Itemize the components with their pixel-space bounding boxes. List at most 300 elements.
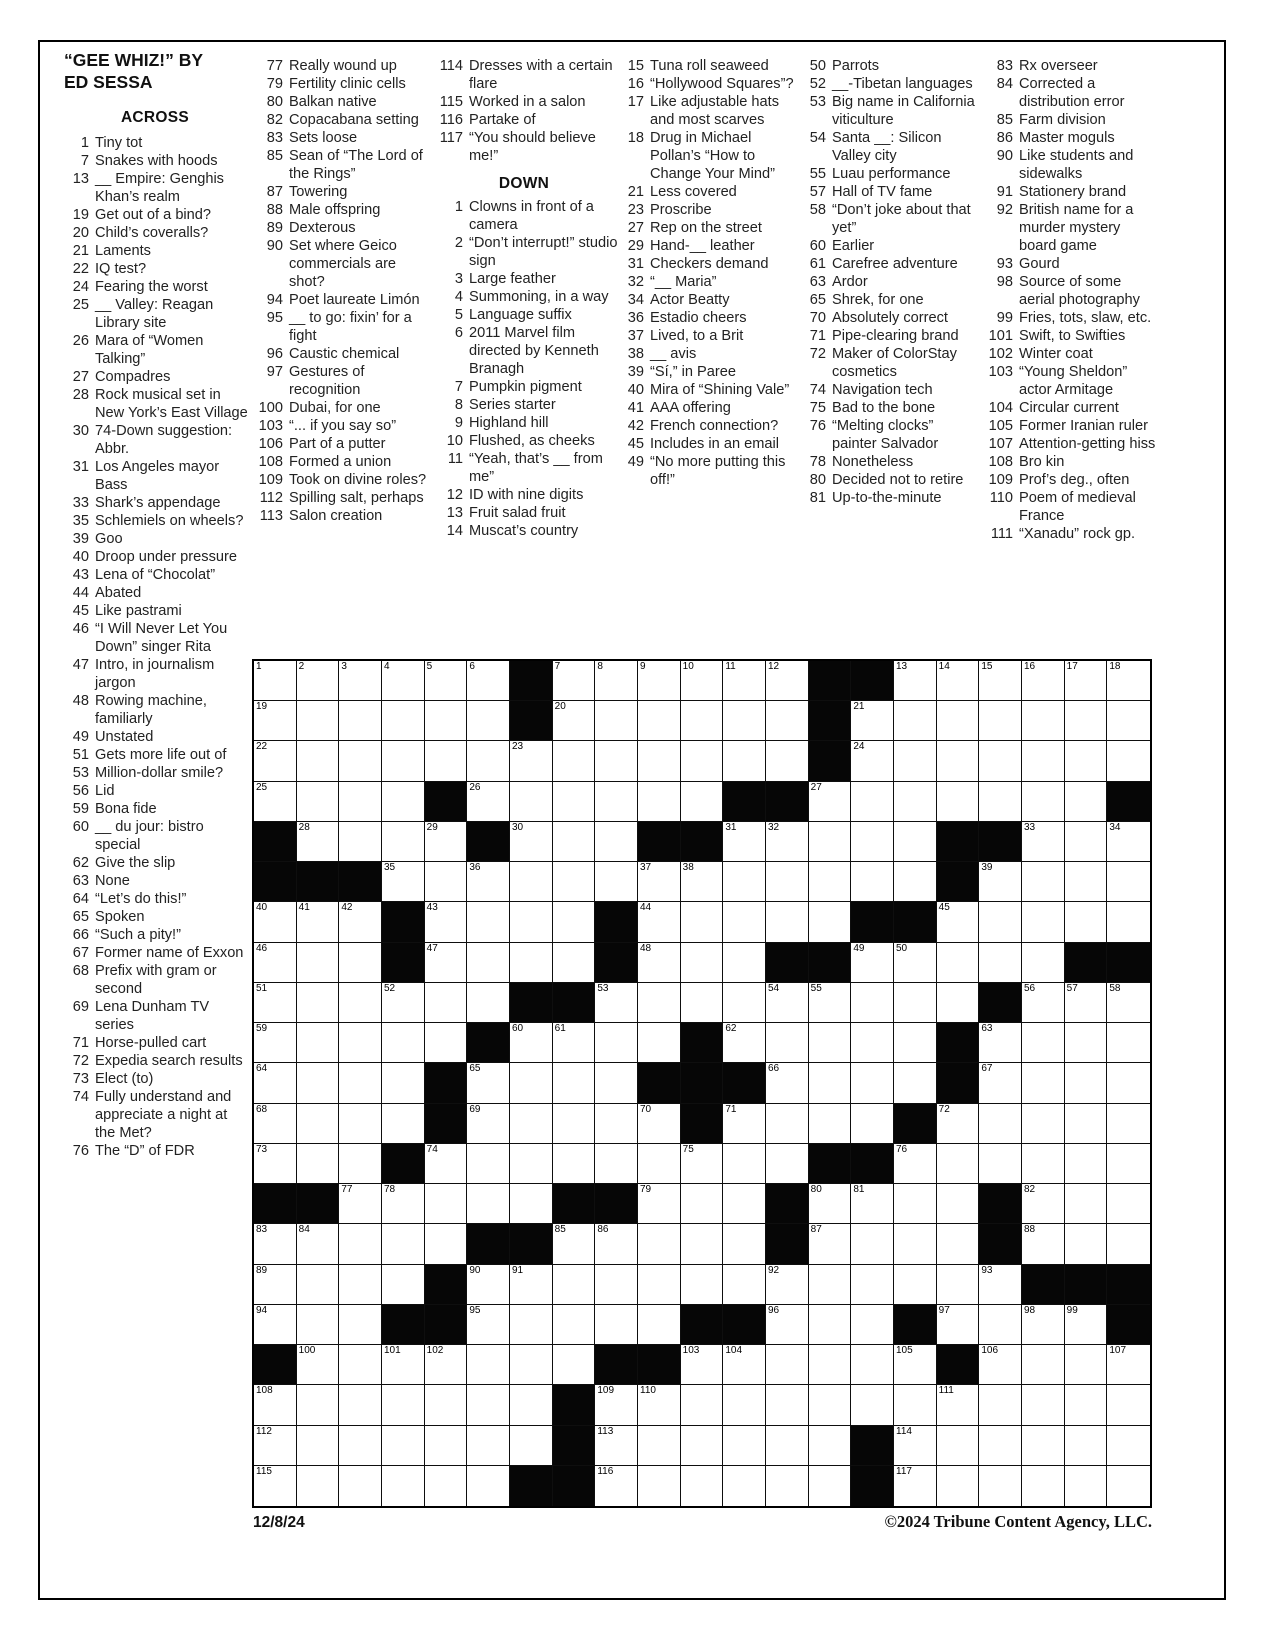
grid-cell[interactable] — [297, 1224, 340, 1264]
grid-cell[interactable] — [382, 1224, 425, 1264]
grid-cell[interactable] — [681, 701, 724, 741]
grid-cell[interactable] — [425, 1426, 468, 1466]
grid-cell[interactable] — [1107, 1426, 1150, 1466]
grid-cell[interactable] — [254, 1023, 297, 1063]
grid-cell[interactable] — [851, 1345, 894, 1385]
grid-cell[interactable] — [723, 862, 766, 902]
grid-cell[interactable] — [638, 1265, 681, 1305]
grid-cell[interactable] — [766, 1265, 809, 1305]
grid-cell[interactable] — [638, 1466, 681, 1506]
grid-cell[interactable] — [254, 1063, 297, 1103]
grid-cell[interactable] — [510, 1385, 553, 1425]
grid-cell[interactable] — [937, 782, 980, 822]
grid-cell[interactable] — [723, 1265, 766, 1305]
grid-cell[interactable] — [979, 1063, 1022, 1103]
grid-cell[interactable] — [1065, 1184, 1108, 1224]
grid-cell[interactable] — [339, 1305, 382, 1345]
grid-cell[interactable] — [1107, 1345, 1150, 1385]
grid-cell[interactable] — [1107, 822, 1150, 862]
grid-cell[interactable] — [595, 862, 638, 902]
grid-cell[interactable] — [851, 822, 894, 862]
grid-cell[interactable] — [638, 902, 681, 942]
grid-cell[interactable] — [553, 1224, 596, 1264]
grid-cell[interactable] — [595, 1063, 638, 1103]
grid-cell[interactable] — [809, 1023, 852, 1063]
grid-cell[interactable] — [510, 862, 553, 902]
grid-cell[interactable] — [382, 983, 425, 1023]
grid-cell[interactable] — [894, 822, 937, 862]
grid-cell[interactable] — [297, 1305, 340, 1345]
grid-cell[interactable] — [937, 943, 980, 983]
grid-cell[interactable] — [1107, 701, 1150, 741]
grid-cell[interactable] — [1065, 1426, 1108, 1466]
grid-cell[interactable] — [809, 1224, 852, 1264]
grid-cell[interactable] — [297, 1023, 340, 1063]
grid-cell[interactable] — [1107, 983, 1150, 1023]
grid-cell[interactable] — [254, 983, 297, 1023]
grid-cell[interactable] — [766, 1305, 809, 1345]
grid-cell[interactable] — [809, 822, 852, 862]
grid-cell[interactable] — [894, 661, 937, 701]
grid-cell[interactable] — [1022, 1144, 1065, 1184]
grid-cell[interactable] — [937, 1426, 980, 1466]
grid-cell[interactable] — [467, 1385, 510, 1425]
grid-cell[interactable] — [1065, 1144, 1108, 1184]
grid-cell[interactable] — [766, 1104, 809, 1144]
grid-cell[interactable] — [254, 1265, 297, 1305]
grid-cell[interactable] — [297, 1345, 340, 1385]
grid-cell[interactable] — [894, 983, 937, 1023]
grid-cell[interactable] — [254, 782, 297, 822]
grid-cell[interactable] — [510, 1023, 553, 1063]
grid-cell[interactable] — [766, 1466, 809, 1506]
grid-cell[interactable] — [297, 1466, 340, 1506]
grid-cell[interactable] — [1065, 1305, 1108, 1345]
grid-cell[interactable] — [510, 943, 553, 983]
grid-cell[interactable] — [254, 1224, 297, 1264]
grid-cell[interactable] — [339, 1184, 382, 1224]
grid-cell[interactable] — [809, 1345, 852, 1385]
grid-cell[interactable] — [297, 782, 340, 822]
grid-cell[interactable] — [510, 1345, 553, 1385]
grid-cell[interactable] — [979, 1305, 1022, 1345]
grid-cell[interactable] — [382, 701, 425, 741]
grid-cell[interactable] — [595, 1385, 638, 1425]
grid-cell[interactable] — [894, 1466, 937, 1506]
grid-cell[interactable] — [553, 1023, 596, 1063]
grid-cell[interactable] — [937, 701, 980, 741]
grid-cell[interactable] — [467, 701, 510, 741]
grid-cell[interactable] — [937, 1184, 980, 1224]
grid-cell[interactable] — [425, 1466, 468, 1506]
grid-cell[interactable] — [851, 1023, 894, 1063]
grid-cell[interactable] — [681, 902, 724, 942]
grid-cell[interactable] — [809, 1426, 852, 1466]
grid-cell[interactable] — [595, 661, 638, 701]
grid-cell[interactable] — [937, 741, 980, 781]
grid-cell[interactable] — [382, 1385, 425, 1425]
grid-cell[interactable] — [595, 1305, 638, 1345]
grid-cell[interactable] — [723, 1104, 766, 1144]
grid-cell[interactable] — [297, 822, 340, 862]
grid-cell[interactable] — [1107, 1023, 1150, 1063]
grid-cell[interactable] — [1107, 902, 1150, 942]
grid-cell[interactable] — [638, 1184, 681, 1224]
grid-cell[interactable] — [595, 701, 638, 741]
grid-cell[interactable] — [681, 1265, 724, 1305]
grid-cell[interactable] — [1107, 862, 1150, 902]
grid-cell[interactable] — [979, 862, 1022, 902]
grid-cell[interactable] — [467, 741, 510, 781]
grid-cell[interactable] — [1022, 1466, 1065, 1506]
grid-cell[interactable] — [1065, 1224, 1108, 1264]
grid-cell[interactable] — [1065, 1023, 1108, 1063]
grid-cell[interactable] — [339, 1385, 382, 1425]
grid-cell[interactable] — [1022, 701, 1065, 741]
grid-cell[interactable] — [979, 1385, 1022, 1425]
grid-cell[interactable] — [979, 1144, 1022, 1184]
grid-cell[interactable] — [595, 741, 638, 781]
grid-cell[interactable] — [382, 1466, 425, 1506]
grid-cell[interactable] — [979, 1023, 1022, 1063]
grid-cell[interactable] — [297, 943, 340, 983]
grid-cell[interactable] — [894, 741, 937, 781]
grid-cell[interactable] — [723, 1385, 766, 1425]
grid-cell[interactable] — [1065, 701, 1108, 741]
grid-cell[interactable] — [979, 1104, 1022, 1144]
grid-cell[interactable] — [595, 1144, 638, 1184]
grid-cell[interactable] — [297, 902, 340, 942]
grid-cell[interactable] — [339, 902, 382, 942]
grid-cell[interactable] — [297, 701, 340, 741]
grid-cell[interactable] — [723, 741, 766, 781]
grid-cell[interactable] — [766, 1023, 809, 1063]
grid-cell[interactable] — [894, 1345, 937, 1385]
grid-cell[interactable] — [638, 1305, 681, 1345]
grid-cell[interactable] — [254, 1466, 297, 1506]
grid-cell[interactable] — [681, 943, 724, 983]
grid-cell[interactable] — [681, 1385, 724, 1425]
grid-cell[interactable] — [766, 1144, 809, 1184]
grid-cell[interactable] — [1022, 1104, 1065, 1144]
grid-cell[interactable] — [1022, 902, 1065, 942]
grid-cell[interactable] — [382, 1184, 425, 1224]
grid-cell[interactable] — [681, 782, 724, 822]
grid-cell[interactable] — [1107, 1144, 1150, 1184]
grid-cell[interactable] — [1065, 661, 1108, 701]
grid-cell[interactable] — [467, 862, 510, 902]
grid-cell[interactable] — [851, 862, 894, 902]
grid-cell[interactable] — [510, 1063, 553, 1103]
grid-cell[interactable] — [1065, 902, 1108, 942]
grid-cell[interactable] — [339, 1144, 382, 1184]
grid-cell[interactable] — [382, 1345, 425, 1385]
grid-cell[interactable] — [809, 1466, 852, 1506]
grid-cell[interactable] — [638, 1224, 681, 1264]
grid-cell[interactable] — [339, 1345, 382, 1385]
grid-cell[interactable] — [937, 1466, 980, 1506]
grid-cell[interactable] — [595, 822, 638, 862]
grid-cell[interactable] — [425, 1385, 468, 1425]
grid-cell[interactable] — [339, 1224, 382, 1264]
grid-cell[interactable] — [1065, 782, 1108, 822]
grid-cell[interactable] — [1022, 983, 1065, 1023]
grid-cell[interactable] — [1065, 1466, 1108, 1506]
grid-cell[interactable] — [425, 701, 468, 741]
grid-cell[interactable] — [809, 1063, 852, 1103]
grid-cell[interactable] — [553, 1305, 596, 1345]
grid-cell[interactable] — [254, 741, 297, 781]
grid-cell[interactable] — [894, 862, 937, 902]
grid-cell[interactable] — [851, 943, 894, 983]
grid-cell[interactable] — [681, 1144, 724, 1184]
grid-cell[interactable] — [766, 741, 809, 781]
grid-cell[interactable] — [766, 822, 809, 862]
grid-cell[interactable] — [894, 782, 937, 822]
grid-cell[interactable] — [1022, 943, 1065, 983]
grid-cell[interactable] — [1022, 782, 1065, 822]
grid-cell[interactable] — [851, 1104, 894, 1144]
grid-cell[interactable] — [937, 983, 980, 1023]
grid-cell[interactable] — [595, 782, 638, 822]
grid-cell[interactable] — [553, 822, 596, 862]
grid-cell[interactable] — [1065, 1345, 1108, 1385]
grid-cell[interactable] — [595, 1023, 638, 1063]
grid-cell[interactable] — [638, 661, 681, 701]
grid-cell[interactable] — [425, 983, 468, 1023]
grid-cell[interactable] — [339, 1063, 382, 1103]
grid-cell[interactable] — [297, 1265, 340, 1305]
grid-cell[interactable] — [766, 661, 809, 701]
grid-cell[interactable] — [723, 1184, 766, 1224]
grid-cell[interactable] — [979, 1426, 1022, 1466]
grid-cell[interactable] — [297, 1063, 340, 1103]
grid-cell[interactable] — [1107, 1104, 1150, 1144]
grid-cell[interactable] — [979, 1265, 1022, 1305]
grid-cell[interactable] — [297, 1426, 340, 1466]
grid-cell[interactable] — [553, 701, 596, 741]
grid-cell[interactable] — [1065, 822, 1108, 862]
grid-cell[interactable] — [723, 983, 766, 1023]
grid-cell[interactable] — [339, 1426, 382, 1466]
grid-cell[interactable] — [254, 902, 297, 942]
grid-cell[interactable] — [254, 1385, 297, 1425]
grid-cell[interactable] — [553, 1063, 596, 1103]
grid-cell[interactable] — [809, 1184, 852, 1224]
grid-cell[interactable] — [638, 943, 681, 983]
grid-cell[interactable] — [1107, 1466, 1150, 1506]
grid-cell[interactable] — [851, 983, 894, 1023]
grid-cell[interactable] — [425, 741, 468, 781]
grid-cell[interactable] — [339, 983, 382, 1023]
grid-cell[interactable] — [1107, 1184, 1150, 1224]
grid-cell[interactable] — [809, 1104, 852, 1144]
grid-cell[interactable] — [467, 782, 510, 822]
grid-cell[interactable] — [467, 1305, 510, 1345]
grid-cell[interactable] — [723, 1345, 766, 1385]
grid-cell[interactable] — [510, 822, 553, 862]
grid-cell[interactable] — [937, 1385, 980, 1425]
grid-cell[interactable] — [723, 1023, 766, 1063]
grid-cell[interactable] — [553, 902, 596, 942]
grid-cell[interactable] — [595, 1466, 638, 1506]
grid-cell[interactable] — [467, 1265, 510, 1305]
grid-cell[interactable] — [681, 862, 724, 902]
grid-cell[interactable] — [1022, 661, 1065, 701]
grid-cell[interactable] — [723, 1426, 766, 1466]
grid-cell[interactable] — [723, 1224, 766, 1264]
grid-cell[interactable] — [1022, 1385, 1065, 1425]
grid-cell[interactable] — [425, 822, 468, 862]
grid-cell[interactable] — [638, 1144, 681, 1184]
grid-cell[interactable] — [553, 943, 596, 983]
grid-cell[interactable] — [510, 1305, 553, 1345]
grid-cell[interactable] — [510, 1184, 553, 1224]
grid-cell[interactable] — [382, 862, 425, 902]
grid-cell[interactable] — [382, 1265, 425, 1305]
grid-cell[interactable] — [467, 1466, 510, 1506]
grid-cell[interactable] — [851, 741, 894, 781]
grid-cell[interactable] — [425, 661, 468, 701]
grid-cell[interactable] — [766, 1345, 809, 1385]
grid-cell[interactable] — [809, 782, 852, 822]
grid-cell[interactable] — [254, 1144, 297, 1184]
grid-cell[interactable] — [467, 661, 510, 701]
grid-cell[interactable] — [723, 1144, 766, 1184]
grid-cell[interactable] — [1022, 1063, 1065, 1103]
grid-cell[interactable] — [851, 701, 894, 741]
grid-cell[interactable] — [851, 1265, 894, 1305]
grid-cell[interactable] — [425, 1023, 468, 1063]
grid-cell[interactable] — [681, 1345, 724, 1385]
grid-cell[interactable] — [595, 1265, 638, 1305]
grid-cell[interactable] — [638, 1104, 681, 1144]
grid-cell[interactable] — [766, 1063, 809, 1103]
grid-cell[interactable] — [425, 1184, 468, 1224]
grid-cell[interactable] — [467, 1063, 510, 1103]
grid-cell[interactable] — [467, 943, 510, 983]
grid-cell[interactable] — [723, 701, 766, 741]
grid-cell[interactable] — [510, 1265, 553, 1305]
grid-cell[interactable] — [382, 741, 425, 781]
grid-cell[interactable] — [681, 1184, 724, 1224]
grid-cell[interactable] — [425, 1224, 468, 1264]
grid-cell[interactable] — [681, 1466, 724, 1506]
grid-cell[interactable] — [979, 902, 1022, 942]
grid-cell[interactable] — [979, 741, 1022, 781]
grid-cell[interactable] — [937, 1144, 980, 1184]
grid-cell[interactable] — [1065, 862, 1108, 902]
grid-cell[interactable] — [766, 701, 809, 741]
grid-cell[interactable] — [1022, 1224, 1065, 1264]
grid-cell[interactable] — [297, 1144, 340, 1184]
grid-cell[interactable] — [553, 1265, 596, 1305]
grid-cell[interactable] — [851, 1385, 894, 1425]
grid-cell[interactable] — [467, 1426, 510, 1466]
grid-cell[interactable] — [638, 1385, 681, 1425]
grid-cell[interactable] — [510, 1144, 553, 1184]
grid-cell[interactable] — [467, 983, 510, 1023]
grid-cell[interactable] — [254, 701, 297, 741]
grid-cell[interactable] — [425, 1345, 468, 1385]
grid-cell[interactable] — [1107, 661, 1150, 701]
grid-cell[interactable] — [510, 902, 553, 942]
grid-cell[interactable] — [339, 782, 382, 822]
grid-cell[interactable] — [1022, 1345, 1065, 1385]
grid-cell[interactable] — [1065, 983, 1108, 1023]
grid-cell[interactable] — [766, 902, 809, 942]
grid-cell[interactable] — [766, 1385, 809, 1425]
grid-cell[interactable] — [339, 661, 382, 701]
grid-cell[interactable] — [851, 1184, 894, 1224]
grid-cell[interactable] — [638, 782, 681, 822]
grid-cell[interactable] — [510, 741, 553, 781]
grid-cell[interactable] — [766, 983, 809, 1023]
grid-cell[interactable] — [851, 782, 894, 822]
grid-cell[interactable] — [467, 1345, 510, 1385]
grid-cell[interactable] — [382, 1063, 425, 1103]
grid-cell[interactable] — [254, 1426, 297, 1466]
grid-cell[interactable] — [1107, 1063, 1150, 1103]
grid-cell[interactable] — [467, 902, 510, 942]
grid-cell[interactable] — [809, 902, 852, 942]
grid-cell[interactable] — [766, 1426, 809, 1466]
grid-cell[interactable] — [638, 1023, 681, 1063]
grid-cell[interactable] — [254, 943, 297, 983]
grid-cell[interactable] — [1107, 1385, 1150, 1425]
grid-cell[interactable] — [894, 1385, 937, 1425]
grid-cell[interactable] — [339, 1104, 382, 1144]
grid-cell[interactable] — [1022, 741, 1065, 781]
grid-cell[interactable] — [297, 1104, 340, 1144]
grid-cell[interactable] — [425, 1144, 468, 1184]
grid-cell[interactable] — [595, 1104, 638, 1144]
grid-cell[interactable] — [809, 1385, 852, 1425]
grid-cell[interactable] — [1022, 822, 1065, 862]
grid-cell[interactable] — [1107, 741, 1150, 781]
grid-cell[interactable] — [595, 983, 638, 1023]
grid-cell[interactable] — [467, 1144, 510, 1184]
grid-cell[interactable] — [894, 943, 937, 983]
grid-cell[interactable] — [339, 1466, 382, 1506]
grid-cell[interactable] — [979, 701, 1022, 741]
grid-cell[interactable] — [254, 1305, 297, 1345]
grid-cell[interactable] — [937, 1104, 980, 1144]
grid-cell[interactable] — [1065, 1385, 1108, 1425]
grid-cell[interactable] — [1022, 1184, 1065, 1224]
grid-cell[interactable] — [937, 1305, 980, 1345]
grid-cell[interactable] — [382, 822, 425, 862]
grid-cell[interactable] — [638, 741, 681, 781]
grid-cell[interactable] — [553, 741, 596, 781]
grid-cell[interactable] — [1065, 1063, 1108, 1103]
grid-cell[interactable] — [553, 1144, 596, 1184]
grid-cell[interactable] — [979, 943, 1022, 983]
grid-cell[interactable] — [382, 1023, 425, 1063]
grid-cell[interactable] — [339, 701, 382, 741]
grid-cell[interactable] — [979, 1345, 1022, 1385]
grid-cell[interactable] — [425, 862, 468, 902]
grid-cell[interactable] — [510, 1104, 553, 1144]
grid-cell[interactable] — [894, 701, 937, 741]
grid-cell[interactable] — [553, 862, 596, 902]
grid-cell[interactable] — [937, 1224, 980, 1264]
grid-cell[interactable] — [595, 1426, 638, 1466]
grid-cell[interactable] — [553, 1345, 596, 1385]
grid-cell[interactable] — [1065, 741, 1108, 781]
grid-cell[interactable] — [681, 1224, 724, 1264]
grid-cell[interactable] — [339, 822, 382, 862]
